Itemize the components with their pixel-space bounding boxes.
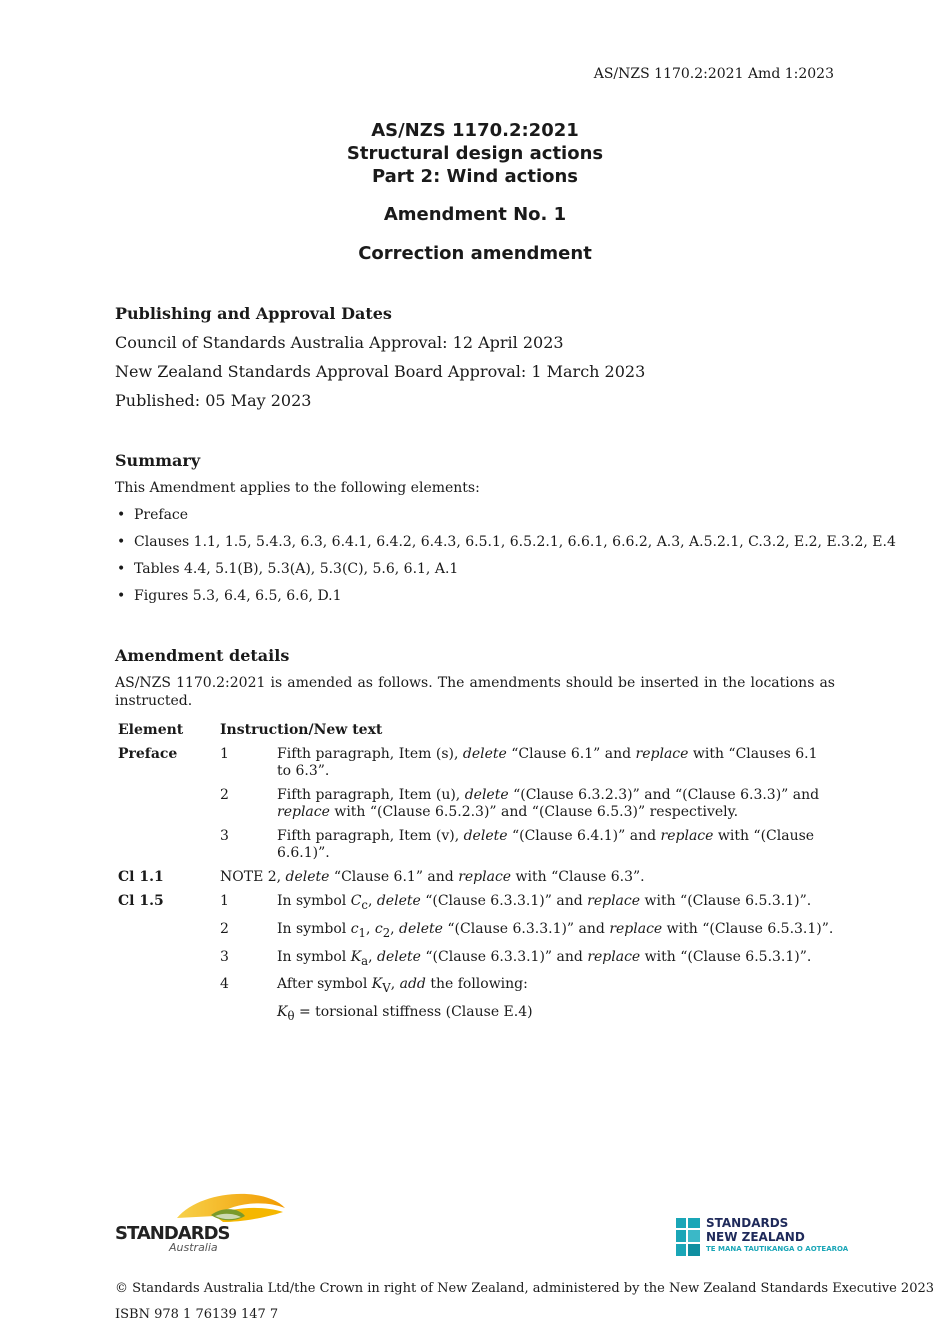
instruction-text: In symbol $K_a$, delete “(Clause 6.3.3.1)” and replace with “(Clause 6.5.3.1)”. [277,948,812,968]
nz-wordmark-line1: STANDARDS [706,1216,789,1230]
sa-wordmark: STANDARDS [115,1223,230,1244]
instruction-text: NOTE 2, delete “Clause 6.1” and replace with “Clause 6.3”. [220,869,645,885]
amendment-type: Correction amendment [358,243,592,264]
item-number: 2 [220,920,229,937]
publishing-heading: Publishing and Approval Dates [115,304,392,323]
item-number: 4 [220,976,229,993]
copyright-notice: © Standards Australia Ltd/the Crown in right of New Zealand, administered by the New Zealand Standards Executive 2023 [115,1281,935,1296]
table-row [115,1004,835,1032]
sa-subtitle: Australia [169,1241,218,1254]
bullet-icon: • [117,534,126,550]
element-cell: Cl 1.1 [118,869,164,885]
table-row [115,949,835,977]
item-number: 3 [220,948,229,965]
standards-nz-mark-icon [676,1218,700,1256]
instruction-text: In symbol $C_c$, delete “(Clause 6.3.3.1)” and replace with “(Clause 6.5.3.1)”. [277,893,812,912]
table-row [115,921,835,949]
table-row [115,787,835,828]
list-item: • Figures 5.3, 6.4, 6.5, 6.6, D.1 [117,588,342,604]
item-number: 1 [220,893,229,909]
element-cell: Preface [118,746,178,762]
title-part: Part 2: Wind actions [371,166,579,187]
list-item: • Tables 4.4, 5.1(B), 5.3(A), 5.3(C), 5.6, 6.1, A.1 [117,561,459,577]
instruction-text: In symbol $c_1$, $c_2$, delete “(Clause 6.3.3.1)” and replace with “(Clause 6.5.3.1)”. [277,920,834,940]
bullet-icon: • [117,561,126,577]
new-text: $K_\theta$ = torsional stiffness (Clause E.4) [277,1004,533,1023]
table-row [115,976,835,1004]
amendment-details-heading: Amendment details [115,646,290,665]
column-header-element: Element [118,722,184,738]
isbn: ISBN 978 1 76139 147 7 [115,1307,279,1322]
table-row [115,869,835,893]
bullet-icon: • [117,588,126,604]
amendment-table [115,722,835,1032]
nz-board-approval: New Zealand Standards Approval Board Approval: 1 March 2023 [115,362,646,381]
table-row [115,893,835,921]
instruction-text: Fifth paragraph, Item (s), delete “Clause 6.1” and replace with “Clauses 6.1 to 6.3”. [277,746,818,779]
list-item: • Preface [117,507,189,523]
table-header-row [115,722,835,746]
table-row [115,746,835,787]
instruction-text: Fifth paragraph, Item (v), delete “(Clause 6.4.1)” and replace with “(Clause 6.6.1)”. [277,828,815,861]
standards-australia-logo [115,1188,290,1256]
document-reference: AS/NZS 1170.2:2021 Amd 1:2023 [593,66,834,82]
bullet-icon: • [117,507,126,523]
instruction-text: After symbol $K_V$, add the following: [277,976,528,996]
published-date: Published: 05 May 2023 [115,391,312,410]
council-approval: Council of Standards Australia Approval: 12 April 2023 [115,333,564,352]
summary-intro: This Amendment applies to the following elements: [115,480,480,496]
item-number: 3 [220,828,229,844]
summary-heading: Summary [115,451,201,470]
summary-list [115,507,896,615]
instruction-text: Fifth paragraph, Item (u), delete “(Clause 6.3.2.3)” and “(Clause 6.3.3)” and replace with “(Clause 6.5.2.3)” and “(Clause 6.5.3)” respectively. [277,787,820,820]
title-series: Structural design actions [346,143,604,164]
title-block [0,119,950,188]
nz-wordmark-line2: NEW ZEALAND [706,1230,805,1244]
item-number: 2 [220,787,229,803]
list-item: • Clauses 1.1, 1.5, 5.4.3, 6.3, 6.4.1, 6.4.2, 6.4.3, 6.5.1, 6.5.2.1, 6.6.1, 6.6.2, A.3, A.5.2.1, C.3.2, E.2, E.3.2, E.4 [117,534,896,550]
amendment-details-intro: AS/NZS 1170.2:2021 is amended as follows. The amendments should be inserted in the locations as instructed. [115,675,835,709]
element-cell: Cl 1.5 [118,893,164,909]
title-standard-number: AS/NZS 1170.2:2021 [371,120,579,141]
column-header-instruction: Instruction/New text [220,722,383,738]
standards-new-zealand-logo [676,1216,849,1258]
item-number: 1 [220,746,229,762]
nz-maori-tagline: TE MANA TAUTIKANGA O AOTEAROA [706,1245,849,1253]
amendment-number: Amendment No. 1 [383,204,567,225]
table-row [115,828,835,869]
